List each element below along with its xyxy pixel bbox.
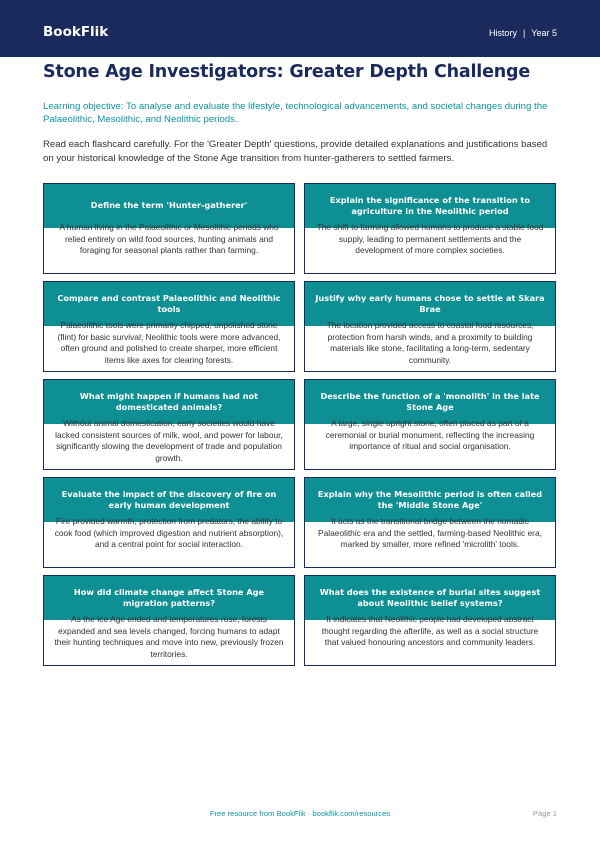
flashcard-question: Evaluate the impact of the discovery of fire on early human development — [44, 478, 294, 522]
flashcard-answer: The location provided access to coastal food resources, protection from harsh winds, and a proximity to building materials like stone, facilitating a long-term, sedentary community. — [326, 320, 534, 365]
learning-objective: Learning objective: To analyse and evaluate the lifestyle, technological advancements, and societal changes during the Palaeolithic, Mesolithic, and Neolithic periods. — [43, 101, 548, 125]
flashcard-answer: Without animal domestication, early societies would have lacked consistent sources of milk, wool, and power for labour, significantly slowing the development of trade and population growth. — [55, 418, 283, 463]
flashcard — [304, 379, 556, 470]
flashcard — [304, 575, 556, 666]
footer-link[interactable]: Free resource from BookFlik · bookflik.com/resources — [209, 809, 391, 818]
flashcard-answer: A human living in the Palaeolithic or Mesolithic periods who relied entirely on wild food sources, hunting animals and foraging for seasonal plants rather than farming. — [59, 222, 279, 256]
instructions: Read each flashcard carefully. For the 'Greater Depth' questions, provide detailed explanations and justifications based on your historical knowledge of the Stone Age transition from hunter-gatherers to settled farmers. — [43, 139, 548, 164]
flashcard-answer: It indicates that Neolithic people had developed abstract thought regarding the afterlife, as well as a social structure that valued honouring ancestors and community leaders. — [321, 614, 539, 648]
subject-label: History — [488, 28, 517, 38]
flashcard — [304, 281, 556, 372]
flashcard-answer: A large, single upright stone, often placed as part of a ceremonial or burial monument, reflecting the increasing importance of ritual and social organisation. — [325, 418, 535, 452]
flashcard-answer: The shift to farming allowed humans to produce a stable food supply, leading to permanent settlements and the development of more complex societies. — [316, 222, 544, 256]
flashcard — [43, 379, 295, 470]
header-separator: | — [522, 28, 526, 38]
flashcard-answer: As the Ice Age ended and temperatures rose, forests expanded and sea levels changed, forcing humans to adapt their hunting techniques and move into new, previously frozen territories. — [54, 614, 284, 659]
page-number: Page 1 — [532, 809, 557, 818]
year-label: Year 5 — [531, 28, 557, 38]
flashcard-question: Explain the significance of the transition to agriculture in the Neolithic period — [305, 184, 555, 228]
flashcard-question: Compare and contrast Palaeolithic and Neolithic tools — [44, 282, 294, 326]
flashcard-question: How did climate change affect Stone Age migration patterns? — [44, 576, 294, 620]
flashcard — [304, 183, 556, 274]
header-meta — [489, 28, 557, 38]
flashcard-question: Define the term 'Hunter-gatherer' — [44, 184, 294, 228]
flashcard-question: What does the existence of burial sites suggest about Neolithic belief systems? — [305, 576, 555, 620]
flashcard — [43, 477, 295, 568]
flashcard-answer: It acts as the transitional bridge between the nomadic Palaeolithic era and the settled, farming-based Neolithic era, marked by smaller, more refined 'microlith' tools. — [318, 516, 542, 550]
flashcard — [304, 477, 556, 568]
flashcard — [43, 575, 295, 666]
flashcard-question: Explain why the Mesolithic period is often called the 'Middle Stone Age' — [305, 478, 555, 522]
page-title: Stone Age Investigators: Greater Depth Challenge — [43, 62, 531, 82]
brand-logo[interactable]: BookFlik — [43, 24, 109, 40]
flashcard — [43, 183, 295, 274]
top-bar — [0, 0, 600, 57]
flashcard-question: Justify why early humans chose to settle at Skara Brae — [305, 282, 555, 326]
flashcard-question: Describe the function of a 'monolith' in the late Stone Age — [305, 380, 555, 424]
flashcard — [43, 281, 295, 372]
flashcard-answer: Fire provided warmth, protection from predators, the ability to cook food (which improved digestion and nutrient absorption), and a central point for social interaction. — [54, 516, 284, 550]
flashcard-answer: Palaeolithic tools were primarily chipped, unpolished stone (flint) for basic survival; Neolithic tools were more advanced, often ground and polished to create sharper, more efficient items like axes for clearing forests. — [57, 320, 281, 365]
flashcard-question: What might happen if humans had not domesticated animals? — [44, 380, 294, 424]
